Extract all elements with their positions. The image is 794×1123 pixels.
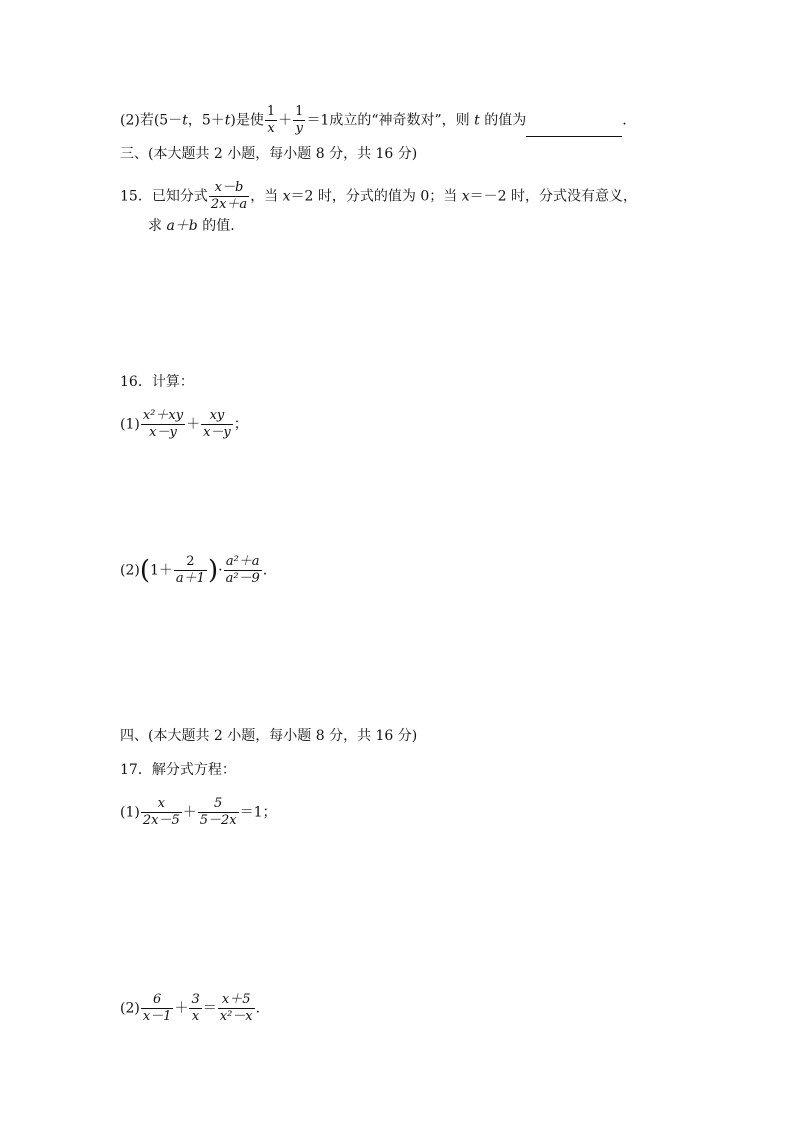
left-paren: ( (139, 555, 150, 586)
q14-mid2: )是使 (230, 112, 264, 129)
q16-p1-fraction1: $\frac{\text{x²＋xy}}{x-y}$ (142, 408, 184, 440)
q17-p2-fraction3: $\frac{x+5}{\text{x²－x}}$ (219, 992, 253, 1024)
q15-tail1: ，当 (250, 188, 279, 205)
section-4-title: 四、(本大题共 2 小题，每小题 8 分，共 16 分) (120, 728, 418, 744)
plus-sign: ＋ (278, 112, 293, 129)
q14-part2 (120, 104, 627, 137)
q15-line2-a: 求 (148, 218, 162, 234)
answer-blank[interactable] (526, 122, 622, 137)
q16-p2-one: 1＋ (150, 562, 173, 579)
q15-tail2: ＝2 时，分式的值为 0；当 (290, 188, 458, 205)
var-x: x (461, 188, 470, 205)
section-3-title: 三、(本大题共 2 小题，每小题 8 分，共 16 分) (120, 146, 418, 162)
var-t: t (224, 112, 231, 129)
var-x: x (282, 188, 291, 205)
q15-fraction: $\frac{x-b}{2x+a}$ (210, 180, 248, 212)
q15-lead: 15．已知分式 (120, 188, 208, 205)
q17-part2 (120, 992, 260, 1025)
q17-p1-tail: ＝1； (239, 804, 277, 821)
q16-p1-lead: (1) (120, 416, 140, 433)
q15-line2-c: 的值. (202, 218, 235, 234)
q16-p2-lead: (2) (120, 562, 140, 579)
plus-sign: ＋ (174, 1000, 189, 1017)
fraction-1-over-y: $\frac{1}{y}$ (295, 104, 304, 136)
q17-p1-fraction2: $\frac{5}{5-2x}$ (199, 796, 237, 828)
q17-p1-fraction1: $\frac{x}{2x-5}$ (142, 796, 180, 828)
var-t: t (474, 112, 480, 129)
var-t: t (182, 112, 188, 129)
q16-p2-end: . (262, 562, 268, 579)
right-paren: ) (207, 555, 219, 586)
q17-p2-fraction2: $\frac{3}{x}$ (191, 992, 200, 1024)
q14-mid1: ，5＋ (187, 112, 225, 129)
q15-expression: a＋b (166, 218, 198, 234)
plus-sign: ＋ (186, 416, 201, 433)
plus-sign: ＋ (182, 804, 197, 821)
dot-operator: · (218, 562, 223, 579)
q15-line1 (120, 180, 637, 213)
q16-part1 (120, 408, 248, 441)
q17-title: 17．解分式方程： (120, 762, 236, 778)
q14-tail1: ＝1成立的“神奇数对”，则 (306, 112, 470, 129)
q15-line2 (148, 216, 235, 236)
q17-part1 (120, 796, 277, 829)
q16-p1-end: ； (233, 416, 248, 433)
q17-p2-fraction1: $\frac{6}{x-1}$ (142, 992, 172, 1024)
q16-title: 16．计算： (120, 374, 194, 390)
q17-p2-end: . (255, 1000, 261, 1017)
equals-sign: ＝ (202, 1000, 217, 1017)
q14-tail2: 的值为 (484, 112, 527, 129)
q16-part2 (120, 554, 267, 587)
q17-p1-lead: (1) (120, 804, 140, 821)
q14-lead: (2)若(5－ (120, 112, 183, 129)
q15-tail3: ＝－2 时，分式没有意义， (469, 188, 637, 205)
q16-p1-fraction2: $\frac{xy}{x-y}$ (203, 408, 231, 440)
q16-p2-fraction2: $\frac{\text{a²＋a}}{\text{a²－9}}$ (225, 554, 260, 586)
q17-p2-lead: (2) (120, 1000, 140, 1017)
q16-p2-fraction1: $\frac{2}{a+1}$ (175, 554, 205, 586)
fraction-1-over-x: $\frac{1}{x}$ (266, 104, 276, 136)
q14-end: . (622, 112, 627, 129)
